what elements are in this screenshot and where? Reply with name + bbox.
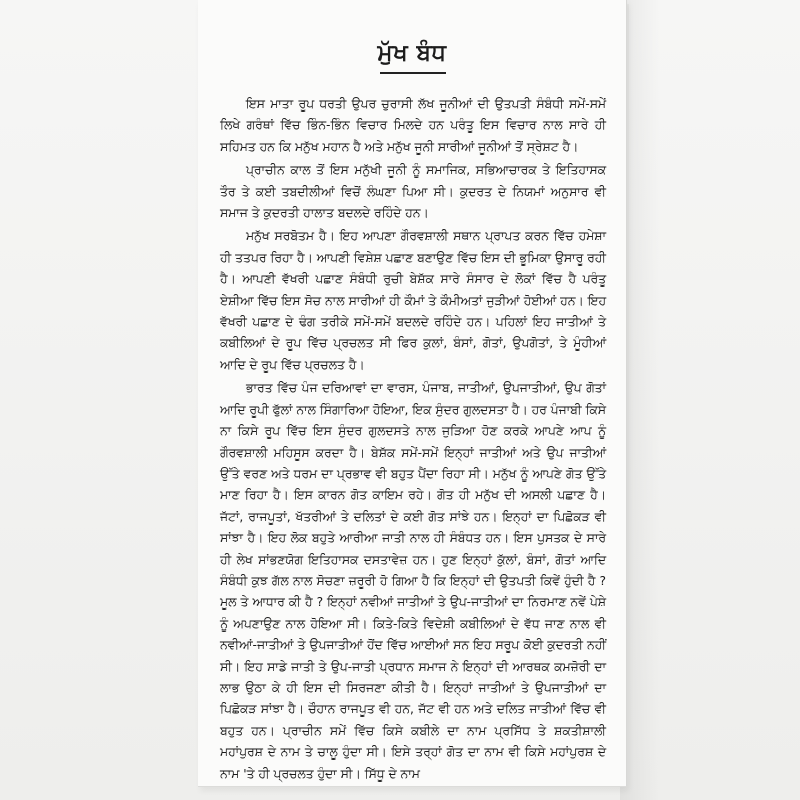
paragraph-3: ਮਨੁੱਖ ਸਰਬੋਤਮ ਹੈ। ਇਹ ਆਪਣਾ ਗੌਰਵਸ਼ਾਲੀ ਸਥਾਨ ਪ੍ਰਾਪਤ ਕਰਨ ਵਿੱਚ ਹਮੇਸ਼ਾ ਹੀ ਤਤਪਰ ਰਿਹਾ ਹੈ। ਆਪਣੀ ਵਿਸ਼ੇਸ਼ ਪਛਾਣ ਬਣਾਉਣ ਵਿੱਚ ਇਸ ਦੀ ਭੂਮਿਕਾ ਉਸਾਰੂ ਰਹੀ ਹੈ। ਆਪਣੀ ਵੱਖਰੀ ਪਛਾਣ ਸੰਬੰਧੀ ਰੁਚੀ ਬੇਸ਼ੱਕ ਸਾਰੇ ਸੰਸਾਰ ਦੇ ਲੋਕਾਂ ਵਿੱਚ ਹੈ ਪਰੰਤੂ ਏਸ਼ੀਆ ਵਿੱਚ ਇਸ ਸੋਚ ਨਾਲ ਸਾਰੀਆਂ ਹੀ ਕੌਮਾਂ ਤੇ ਕੌਮੀਅਤਾਂ ਜੁੜੀਆਂ ਹੋਈਆਂ ਹਨ। ਇਹ ਵੱਖਰੀ ਪਛਾਣ ਦੇ ਢੰਗ ਤਰੀਕੇ ਸਮੇਂ-ਸਮੇਂ ਬਦਲਦੇ ਰਹਿੰਦੇ ਹਨ। ਪਹਿਲਾਂ ਇਹ ਜਾਤੀਆਂ ਤੇ ਕਬੀਲਿਆਂ ਦੇ ਰੂਪ ਵਿੱਚ ਪ੍ਰਚਲਤ ਸੀ ਫਿਰ ਕੁਲਾਂ, ਬੰਸਾਂ, ਗੋਤਾਂ, ਉਪਗੋਤਾਂ, ਤੇ ਮੂੰਹੀਆਂ ਆਦਿ ਦੇ ਰੂਪ ਵਿੱਚ ਪ੍ਰਚਲਤ ਹੈ।	[220, 229, 606, 372]
paragraph-2: ਪ੍ਰਾਚੀਨ ਕਾਲ ਤੋਂ ਇਸ ਮਨੁੱਖੀ ਜੂਨੀ ਨੂੰ ਸਮਾਜਿਕ, ਸਭਿਆਚਾਰਕ ਤੇ ਇਤਿਹਾਸਕ ਤੌਰ ਤੇ ਕਈ ਤਬਦੀਲੀਆਂ ਵਿਚੋਂ ਲੰਘਣਾ ਪਿਆ ਸੀ। ਕੁਦਰਤ ਦੇ ਨਿਯਮਾਂ ਅਨੁਸਾਰ ਵੀ ਸਮਾਜ ਤੇ ਕੁਦਰਤੀ ਹਾਲਾਤ ਬਦਲਦੇ ਰਹਿੰਦੇ ਹਨ।	[220, 163, 606, 221]
book-page	[198, 0, 627, 787]
body-text	[220, 94, 606, 787]
page-title: ਮੁੱਖ ਬੰਧ	[377, 40, 447, 66]
paragraph-4: ਭਾਰਤ ਵਿੱਚ ਪੰਜ ਦਰਿਆਵਾਂ ਦਾ ਵਾਰਸ, ਪੰਜਾਬ, ਜਾਤੀਆਂ, ਉਪਜਾਤੀਆਂ, ਉਪ ਗੋਤਾਂ ਆਦਿ ਰੂਪੀ ਫੁੱਲਾਂ ਨਾਲ ਸਿੰਗਾਰਿਆ ਹੋਇਆ, ਇਕ ਸੁੰਦਰ ਗੁਲਦਸਤਾ ਹੈ। ਹਰ ਪੰਜਾਬੀ ਕਿਸੇ ਨਾ ਕਿਸੇ ਰੂਪ ਵਿੱਚ ਇਸ ਸੁੰਦਰ ਗੁਲਦਸਤੇ ਨਾਲ ਜੁੜਿਆ ਹੋਣ ਕਰਕੇ ਆਪਣੇ ਆਪ ਨੂੰ ਗੌਰਵਸ਼ਾਲੀ ਮਹਿਸੂਸ ਕਰਦਾ ਹੈ। ਬੇਸ਼ੱਕ ਸਮੇਂ-ਸਮੇਂ ਇਨ੍ਹਾਂ ਜਾਤੀਆਂ ਅਤੇ ਉਪ ਜਾਤੀਆਂ ਉੱਤੇ ਵਰਣ ਅਤੇ ਧਰਮ ਦਾ ਪ੍ਰਭਾਵ ਵੀ ਬਹੁਤ ਪੈਂਦਾ ਰਿਹਾ ਸੀ। ਮਨੁੱਖ ਨੂੰ ਆਪਣੇ ਗੋਤ ਉੱਤੇ ਮਾਣ ਰਿਹਾ ਹੈ। ਇਸ ਕਾਰਨ ਗੋਤ ਕਾਇਮ ਰਹੇ। ਗੋਤ ਹੀ ਮਨੁੱਖ ਦੀ ਅਸਲੀ ਪਛਾਣ ਹੈ। ਜੱਟਾਂ, ਰਾਜਪੂਤਾਂ, ਖੱਤਰੀਆਂ ਤੇ ਦਲਿਤਾਂ ਦੇ ਕਈ ਗੋਤ ਸਾਂਝੇ ਹਨ। ਇਨ੍ਹਾਂ ਦਾ ਪਿਛੋਕੜ ਵੀ ਸਾਂਝਾ ਹੈ। ਇਹ ਲੋਕ ਬਹੁਤੇ ਆਰੀਆ ਜਾਤੀ ਨਾਲ ਹੀ ਸੰਬੰਧਤ ਹਨ। ਇਸ ਪੁਸਤਕ ਦੇ ਸਾਰੇ ਹੀ ਲੇਖ ਸਾਂਭਣਯੋਗ ਇਤਿਹਾਸਕ ਦਸਤਾਵੇਜ਼ ਹਨ। ਹੁਣ ਇਨ੍ਹਾਂ ਕੁੱਲਾਂ, ਬੰਸਾਂ, ਗੋਤਾਂ ਆਦਿ ਸੰਬੰਧੀ ਕੁਝ ਗੱਲ ਨਾਲ ਸੋਚਣਾ ਜ਼ਰੂਰੀ ਹੋ ਗਿਆ ਹੈ ਕਿ ਇਨ੍ਹਾਂ ਦੀ ਉਤਪਤੀ ਕਿਵੇਂ ਹੁੰਦੀ ਹੈ ? ਮੂਲ ਤੇ ਆਧਾਰ ਕੀ ਹੈ ? ਇਨ੍ਹਾਂ ਨਵੀਆਂ ਜਾਤੀਆਂ ਤੇ ਉਪ-ਜਾਤੀਆਂ ਦਾ ਨਿਰਮਾਣ ਨਵੇਂ ਪੇਸ਼ੇ ਨੂੰ ਅਪਣਾਉਣ ਨਾਲ ਹੋਇਆ ਸੀ। ਕਿਤੇ-ਕਿਤੇ ਵਿਦੇਸ਼ੀ ਕਬੀਲਿਆਂ ਦੇ ਵੱਧ ਜਾਣ ਨਾਲ ਵੀ ਨਵੀਆਂ-ਜਾਤੀਆਂ ਤੇ ਉਪਜਾਤੀਆਂ ਹੋਂਦ ਵਿੱਚ ਆਈਆਂ ਸਨ ਇਹ ਸਰੂਪ ਕੋਈ ਕੁਦਰਤੀ ਨਹੀਂ ਸੀ। ਇਹ ਸਾਡੇ ਜਾਤੀ ਤੇ ਉਪ-ਜਾਤੀ ਪ੍ਰਧਾਨ ਸਮਾਜ ਨੇ ਇਨ੍ਹਾਂ ਦੀ ਆਰਥਕ ਕਮਜ਼ੋਰੀ ਦਾ ਲਾਭ ਉਠਾ ਕੇ ਹੀ ਇਸ ਦੀ ਸਿਰਜਣਾ ਕੀਤੀ ਹੈ। ਇਨ੍ਹਾਂ ਜਾਤੀਆਂ ਤੇ ਉਪਜਾਤੀਆਂ ਦਾ ਪਿਛੋਕੜ ਸਾਂਝਾ ਹੈ। ਚੌਹਾਨ ਰਾਜਪੂਤ ਵੀ ਹਨ, ਜੱਟ ਵੀ ਹਨ ਅਤੇ ਦਲਿਤ ਜਾਤੀਆਂ ਵਿੱਚ ਵੀ ਬਹੁਤ ਹਨ। ਪ੍ਰਾਚੀਨ ਸਮੇਂ ਵਿੱਚ ਕਿਸੇ ਕਬੀਲੇ ਦਾ ਨਾਮ ਪ੍ਰਸਿੱਧ ਤੇ ਸ਼ਕਤੀਸ਼ਾਲੀ ਮਹਾਂਪੁਰਸ਼ ਦੇ ਨਾਮ ਤੇ ਚਾਲੂ ਹੁੰਦਾ ਸੀ। ਇਸੇ ਤਰ੍ਹਾਂ ਗੋਤ ਦਾ ਨਾਮ ਵੀ ਕਿਸੇ ਮਹਾਂਪੁਰਸ਼ ਦੇ ਨਾਮ 'ਤੇ ਹੀ ਪ੍ਰਚਲਤ ਹੁੰਦਾ ਸੀ। ਸਿੱਧੂ ਦੇ ਨਾਮ	[220, 381, 606, 781]
title-underline	[380, 72, 446, 74]
paragraph-1: ਇਸ ਮਾਤਾ ਰੂਪ ਧਰਤੀ ਉਪਰ ਚੁਰਾਸੀ ਲੱਖ ਜੂਨੀਆਂ ਦੀ ਉਤਪਤੀ ਸੰਬੰਧੀ ਸਮੇਂ-ਸਮੇਂ ਲਿਖੇ ਗਰੰਥਾਂ ਵਿੱਚ ਭਿੰਨ-ਭਿੰਨ ਵਿਚਾਰ ਮਿਲਦੇ ਹਨ ਪਰੰਤੂ ਇਸ ਵਿਚਾਰ ਨਾਲ ਸਾਰੇ ਹੀ ਸਹਿਮਤ ਹਨ ਕਿ ਮਨੁੱਖ ਮਹਾਨ ਹੈ ਅਤੇ ਮਨੁੱਖ ਜੂਨੀ ਸਾਰੀਆਂ ਜੂਨੀਆਂ ਤੋਂ ਸ੍ਰੇਸ਼ਟ ਹੈ।	[220, 97, 606, 154]
